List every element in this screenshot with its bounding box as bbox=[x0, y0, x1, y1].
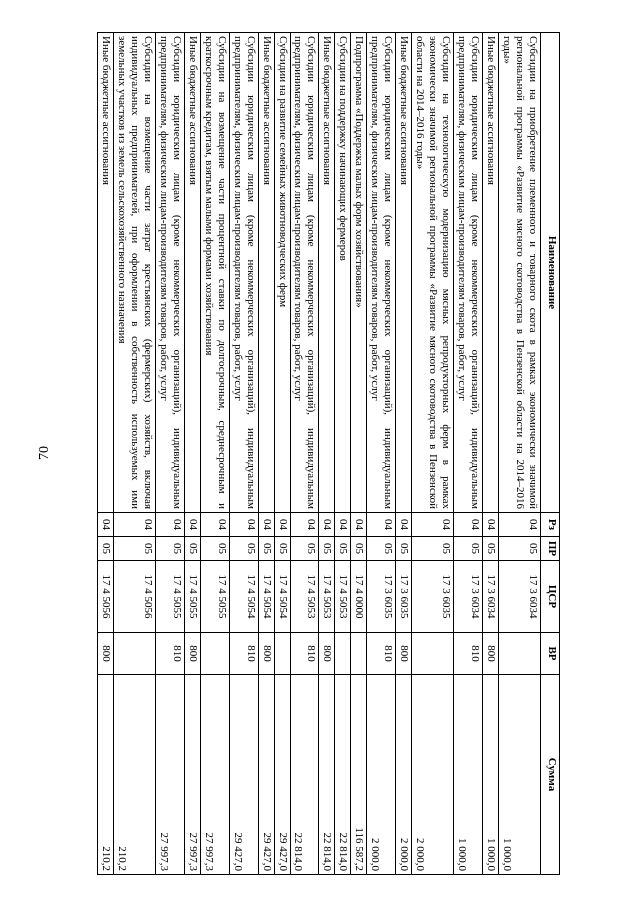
cell-vr: 800 bbox=[97, 633, 113, 675]
cell-rz: 04 bbox=[319, 513, 335, 537]
cell-rz: 04 bbox=[274, 513, 290, 537]
cell-pr: 05 bbox=[155, 537, 184, 561]
cell-csr: 17 4 5056 bbox=[97, 561, 113, 633]
cell-pr: 05 bbox=[229, 537, 258, 561]
table-body bbox=[97, 33, 540, 875]
cell-pr: 05 bbox=[258, 537, 274, 561]
cell-pr: 05 bbox=[97, 537, 113, 561]
cell-rz: 04 bbox=[200, 513, 229, 537]
cell-rz: 04 bbox=[258, 513, 274, 537]
cell-sum: 1 000,0 bbox=[483, 675, 499, 875]
header-vr: ВР bbox=[541, 633, 560, 675]
cell-vr bbox=[351, 633, 367, 675]
table-row bbox=[290, 33, 319, 875]
cell-vr bbox=[412, 633, 454, 675]
cell-rz: 04 bbox=[290, 513, 319, 537]
table-row bbox=[155, 33, 184, 875]
cell-sum: 29 427,0 bbox=[229, 675, 258, 875]
cell-name: Иные бюджетные ассигнования bbox=[483, 33, 499, 513]
cell-name: Иные бюджетные ассигнования bbox=[184, 33, 200, 513]
cell-sum: 1 000,0 bbox=[499, 675, 541, 875]
cell-pr: 05 bbox=[412, 537, 454, 561]
cell-vr: 810 bbox=[229, 633, 258, 675]
table-row bbox=[483, 33, 499, 875]
table-row bbox=[367, 33, 396, 875]
cell-vr bbox=[200, 633, 229, 675]
cell-csr: 17 4 5056 bbox=[113, 561, 155, 633]
cell-rz: 04 bbox=[351, 513, 367, 537]
cell-csr: 17 3 6035 bbox=[367, 561, 396, 633]
cell-vr: 810 bbox=[454, 633, 483, 675]
cell-rz: 04 bbox=[499, 513, 541, 537]
cell-vr bbox=[335, 633, 351, 675]
cell-csr: 17 3 6035 bbox=[412, 561, 454, 633]
cell-pr: 05 bbox=[290, 537, 319, 561]
cell-name: Подпрограмма «Поддержка малых форм хозяйствования» bbox=[351, 33, 367, 513]
header-csr: ЦСР bbox=[541, 561, 560, 633]
cell-rz: 04 bbox=[483, 513, 499, 537]
cell-sum: 27 997,3 bbox=[200, 675, 229, 875]
cell-name: Субсидии на технологическую модернизацию мясных репродукторных ферм в рамках экономически значимой региональной программы «Развитие мясного скотоводства в Пензенской области на 2014–2016 годы» bbox=[412, 33, 454, 513]
cell-name: Субсидии на приобретение племенного и товарного скота в рамках экономически значимой региональной программы «Развитие мясного скотоводства в Пензенской области на 2014–2016 годы» bbox=[499, 33, 541, 513]
budget-table bbox=[97, 32, 560, 875]
cell-rz: 04 bbox=[367, 513, 396, 537]
cell-sum: 2 000,0 bbox=[396, 675, 412, 875]
cell-name: Субсидии юридическим лицам (кроме некоммерческих организаций), индивидуальным предпринимателям, физическим лицам-производителям товаров, работ, услуг bbox=[229, 33, 258, 513]
cell-rz: 04 bbox=[97, 513, 113, 537]
cell-sum: 22 814,0 bbox=[290, 675, 319, 875]
budget-table-container bbox=[80, 32, 560, 874]
cell-pr: 05 bbox=[454, 537, 483, 561]
cell-pr: 05 bbox=[483, 537, 499, 561]
cell-sum: 22 814,0 bbox=[319, 675, 335, 875]
cell-csr: 17 4 5055 bbox=[155, 561, 184, 633]
cell-sum: 116 587,2 bbox=[351, 675, 367, 875]
cell-csr: 17 4 5053 bbox=[290, 561, 319, 633]
cell-name: Субсидии на возмещение части процентной ставки по долгосрочным, среднесрочным и краткосрочным кредитам, взятым малыми формами хозяйствования bbox=[200, 33, 229, 513]
cell-pr: 05 bbox=[335, 537, 351, 561]
cell-pr: 05 bbox=[396, 537, 412, 561]
cell-name: Субсидии юридическим лицам (кроме некоммерческих организаций), индивидуальным предпринимателям, физическим лицам-производителям товаров, работ, услуг bbox=[155, 33, 184, 513]
cell-csr: 17 4 5055 bbox=[184, 561, 200, 633]
cell-sum: 210,2 bbox=[97, 675, 113, 875]
cell-rz: 04 bbox=[335, 513, 351, 537]
cell-csr: 17 3 6034 bbox=[454, 561, 483, 633]
cell-csr: 17 4 5055 bbox=[200, 561, 229, 633]
cell-pr: 05 bbox=[367, 537, 396, 561]
cell-name: Субсидии на возмещение части затрат крестьянских (фермерских) хозяйств, включая индивидуальных предпринимателей, при оформлении в собственность используемых ими земельных участков из земель сельскохозяйственного назначения bbox=[113, 33, 155, 513]
cell-vr: 800 bbox=[184, 633, 200, 675]
header-rz: Рз bbox=[541, 513, 560, 537]
cell-vr: 810 bbox=[367, 633, 396, 675]
table-row bbox=[499, 33, 541, 875]
cell-pr: 05 bbox=[499, 537, 541, 561]
table-row bbox=[396, 33, 412, 875]
cell-rz: 04 bbox=[229, 513, 258, 537]
cell-sum: 29 427,0 bbox=[258, 675, 274, 875]
cell-pr: 05 bbox=[113, 537, 155, 561]
cell-name: Иные бюджетные ассигнования bbox=[258, 33, 274, 513]
cell-sum: 2 000,0 bbox=[412, 675, 454, 875]
header-sum: Сумма bbox=[541, 675, 560, 875]
cell-vr bbox=[274, 633, 290, 675]
cell-sum: 210,2 bbox=[113, 675, 155, 875]
table-row bbox=[454, 33, 483, 875]
table-row bbox=[229, 33, 258, 875]
table-row bbox=[351, 33, 367, 875]
cell-rz: 04 bbox=[184, 513, 200, 537]
cell-sum: 27 997,3 bbox=[184, 675, 200, 875]
cell-csr: 17 3 6035 bbox=[396, 561, 412, 633]
table-row bbox=[412, 33, 454, 875]
header-pr: ПР bbox=[541, 537, 560, 561]
cell-vr: 800 bbox=[483, 633, 499, 675]
cell-pr: 05 bbox=[319, 537, 335, 561]
cell-vr bbox=[113, 633, 155, 675]
table-row bbox=[97, 33, 113, 875]
table-row bbox=[319, 33, 335, 875]
table-row bbox=[113, 33, 155, 875]
cell-sum: 22 814,0 bbox=[335, 675, 351, 875]
cell-pr: 05 bbox=[200, 537, 229, 561]
cell-rz: 04 bbox=[412, 513, 454, 537]
cell-vr: 800 bbox=[396, 633, 412, 675]
cell-vr bbox=[499, 633, 541, 675]
cell-name: Субсидии юридическим лицам (кроме некоммерческих организаций), индивидуальным предпринимателям, физическим лицам-производителям товаров, работ, услуг bbox=[290, 33, 319, 513]
cell-vr: 810 bbox=[155, 633, 184, 675]
cell-rz: 04 bbox=[454, 513, 483, 537]
cell-rz: 04 bbox=[155, 513, 184, 537]
cell-vr: 800 bbox=[258, 633, 274, 675]
cell-sum: 27 997,3 bbox=[155, 675, 184, 875]
cell-csr: 17 3 6034 bbox=[499, 561, 541, 633]
cell-pr: 05 bbox=[184, 537, 200, 561]
cell-name: Иные бюджетные ассигнования bbox=[97, 33, 113, 513]
table-row bbox=[335, 33, 351, 875]
table-row bbox=[184, 33, 200, 875]
cell-sum: 1 000,0 bbox=[454, 675, 483, 875]
cell-csr: 17 4 5053 bbox=[319, 561, 335, 633]
cell-csr: 17 4 5054 bbox=[229, 561, 258, 633]
table-row bbox=[200, 33, 229, 875]
cell-rz: 04 bbox=[396, 513, 412, 537]
cell-sum: 29 427,0 bbox=[274, 675, 290, 875]
cell-name: Субсидии юридическим лицам (кроме некоммерческих организаций), индивидуальным предпринимателям, физическим лицам-производителям товаров, работ, услуг bbox=[454, 33, 483, 513]
header-name: Наименование bbox=[541, 33, 560, 513]
cell-name: Субсидии на поддержку начинающих фермеров bbox=[335, 33, 351, 513]
cell-csr: 17 4 5053 bbox=[335, 561, 351, 633]
cell-vr: 800 bbox=[319, 633, 335, 675]
cell-csr: 17 4 5054 bbox=[274, 561, 290, 633]
cell-vr: 810 bbox=[290, 633, 319, 675]
cell-name: Субсидии юридическим лицам (кроме некоммерческих организаций), индивидуальным предпринимателям, физическим лицам-производителям товаров, работ, услуг bbox=[367, 33, 396, 513]
table-header-row bbox=[541, 33, 560, 875]
cell-pr: 05 bbox=[351, 537, 367, 561]
cell-csr: 17 4 0000 bbox=[351, 561, 367, 633]
cell-name: Иные бюджетные ассигнования bbox=[319, 33, 335, 513]
cell-csr: 17 4 5054 bbox=[258, 561, 274, 633]
cell-csr: 17 3 6034 bbox=[483, 561, 499, 633]
table-row bbox=[258, 33, 274, 875]
cell-rz: 04 bbox=[113, 513, 155, 537]
page-number: 70 bbox=[37, 446, 52, 460]
cell-pr: 05 bbox=[274, 537, 290, 561]
cell-name: Субсидии на развитие семейных животноводческих ферм bbox=[274, 33, 290, 513]
cell-sum: 2 000,0 bbox=[367, 675, 396, 875]
cell-name: Иные бюджетные ассигнования bbox=[396, 33, 412, 513]
table-row bbox=[274, 33, 290, 875]
